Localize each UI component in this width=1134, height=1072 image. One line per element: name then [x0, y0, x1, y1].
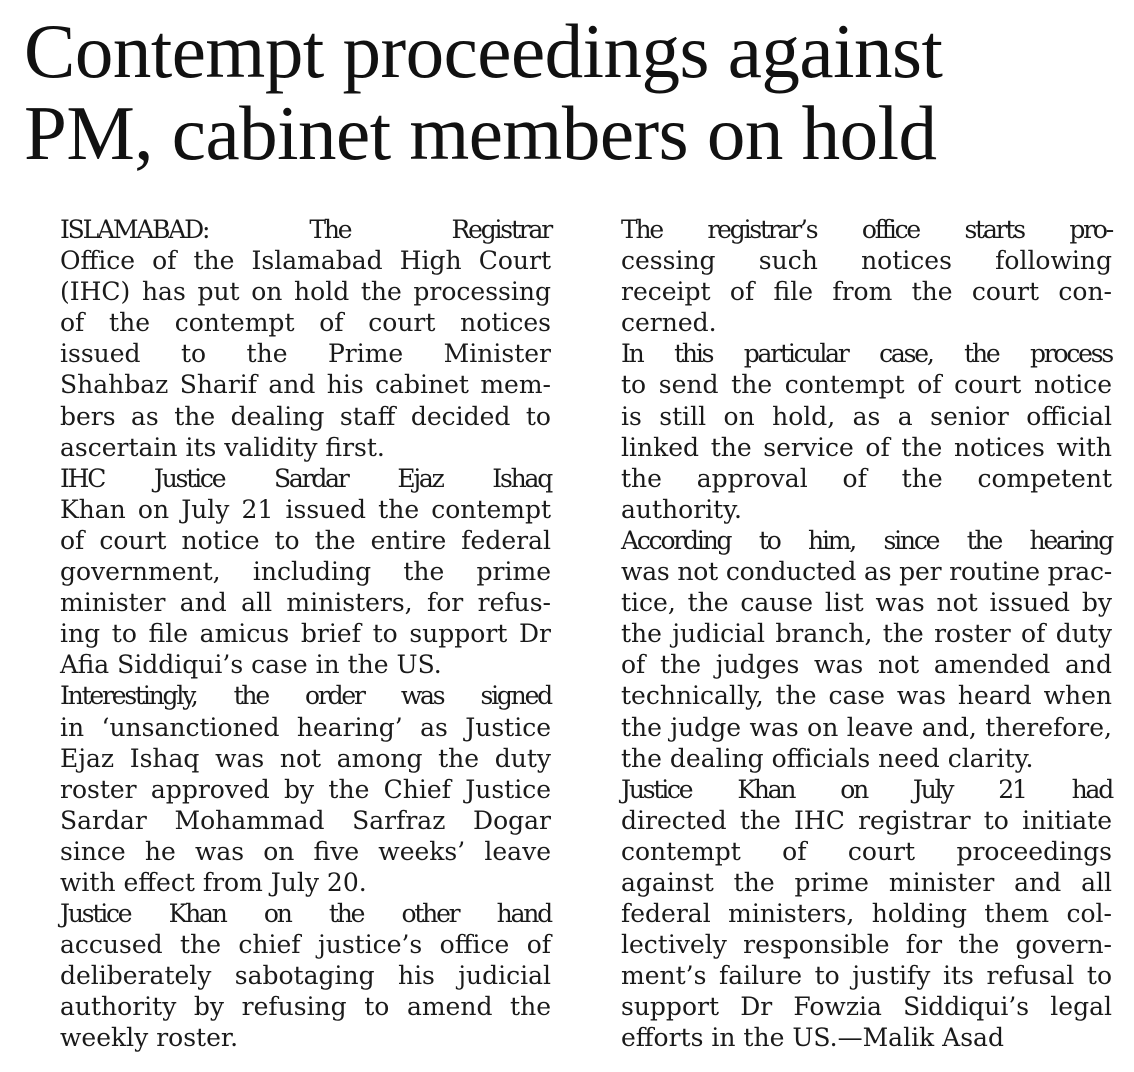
text-line: IHC Justice Sardar Ejaz Ishaq: [60, 463, 551, 493]
paragraph: [585, 525, 1112, 774]
paragraph: [585, 214, 1112, 338]
text-line: lectively responsible for the govern-: [621, 930, 1112, 960]
paragraph: [585, 774, 1112, 1054]
paragraph: [24, 898, 551, 1053]
text-line: Justice Khan on July 21 had: [621, 774, 1112, 804]
text-line: was not conducted as per routine prac-: [621, 557, 1112, 587]
text-line: Interestingly, the order was signed: [60, 681, 551, 711]
text-line: Office of the Islamabad High Court: [60, 246, 551, 276]
text-line: the dealing officials need clarity.: [621, 743, 1034, 773]
text-line: ascertain its validity first.: [60, 432, 385, 462]
text-line: Ejaz Ishaq was not among the duty: [60, 743, 551, 773]
text-line: ment’s failure to justify its refusal to: [621, 961, 1112, 991]
text-line: minister and all ministers, for refus-: [60, 588, 551, 618]
paragraph: [585, 338, 1112, 525]
text-line: Justice Khan on the other hand: [60, 899, 551, 929]
headline: [24, 10, 1124, 174]
text-line: authority by refusing to amend the: [60, 992, 551, 1022]
text-line: directed the IHC registrar to initiate: [621, 805, 1112, 835]
text-line: Khan on July 21 issued the contempt: [60, 494, 551, 524]
text-line: (IHC) has put on hold the processing: [60, 277, 551, 307]
text-line: efforts in the US.—Malik Asad: [621, 1023, 1004, 1053]
text-line: issued to the Prime Minister: [60, 339, 551, 369]
text-line: is still on hold, as a senior official: [621, 401, 1112, 431]
text-line: in ‘unsanctioned hearing’ as Justice: [60, 712, 551, 742]
article-column-left: [24, 214, 551, 1054]
text-line: ISLAMABAD: The Registrar: [60, 215, 551, 244]
text-line: to send the contempt of court notice: [621, 370, 1112, 400]
text-line: the approval of the competent: [621, 463, 1112, 493]
text-line: of the judges was not amended and: [621, 650, 1112, 680]
text-line: Afia Siddiqui’s case in the US.: [60, 650, 442, 680]
headline-line: Contempt proceedings against: [24, 8, 943, 94]
text-line: the judicial branch, the roster of duty: [621, 619, 1112, 649]
text-line: of the contempt of court notices: [60, 308, 551, 338]
text-line: linked the service of the notices with: [621, 432, 1112, 462]
text-line: with effect from July 20.: [60, 867, 367, 897]
article-column-right: [585, 214, 1112, 1054]
text-line: In this particular case, the process: [621, 339, 1112, 369]
text-line: technically, the case was heard when: [621, 681, 1112, 711]
text-line: Shahbaz Sharif and his cabinet mem-: [60, 370, 551, 400]
text-line: cerned.: [621, 308, 717, 338]
text-line: accused the chief justice’s office of: [60, 930, 551, 960]
text-line: federal ministers, holding them col-: [621, 899, 1112, 929]
text-line: against the prime minister and all: [621, 867, 1112, 897]
text-line: of court notice to the entire federal: [60, 525, 551, 555]
paragraph: [24, 680, 551, 898]
text-line: Sardar Mohammad Sarfraz Dogar: [60, 805, 551, 835]
text-line: support Dr Fowzia Siddiqui’s legal: [621, 992, 1112, 1022]
text-line: receipt of file from the court con-: [621, 277, 1112, 307]
text-line: since he was on five weeks’ leave: [60, 836, 551, 866]
paragraph: [24, 214, 551, 463]
text-line: the judge was on leave and, therefore,: [621, 712, 1112, 742]
text-line: deliberately sabotaging his judicial: [60, 961, 551, 991]
text-line: ing to file amicus brief to support Dr: [60, 619, 551, 649]
text-line: According to him, since the hearing: [621, 525, 1112, 555]
text-line: government, including the prime: [60, 557, 551, 587]
text-line: The registrar’s office starts pro-: [621, 215, 1112, 244]
headline-line: PM, cabinet members on hold: [24, 90, 937, 176]
text-line: roster approved by the Chief Justice: [60, 774, 551, 804]
text-line: authority.: [621, 494, 742, 524]
text-line: bers as the dealing staff decided to: [60, 401, 551, 431]
text-line: cessing such notices following: [621, 246, 1112, 276]
paragraph: [24, 463, 551, 681]
text-line: tice, the cause list was not issued by: [621, 588, 1112, 618]
text-line: weekly roster.: [60, 1023, 239, 1053]
text-line: contempt of court proceedings: [621, 836, 1112, 866]
